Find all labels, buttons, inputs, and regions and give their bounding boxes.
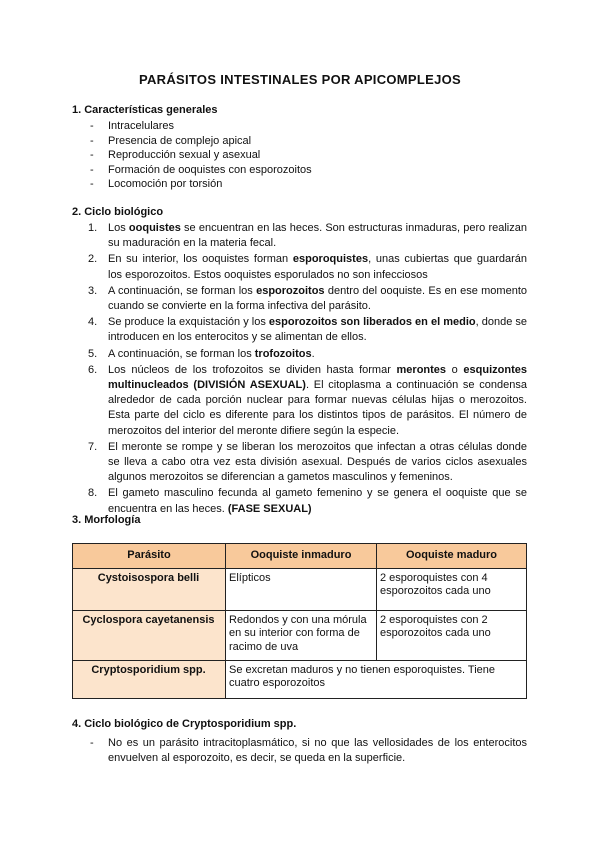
step-text: . <box>311 347 315 360</box>
cycle-step <box>88 221 527 251</box>
table-header-row <box>73 544 527 569</box>
document-title: PARÁSITOS INTESTINALES POR APICOMPLEJOS <box>138 72 462 87</box>
bold-term: trofozoitos <box>254 347 312 360</box>
step-text: Los <box>108 222 129 234</box>
cycle-step <box>88 252 527 282</box>
step-number: 1. <box>88 222 98 234</box>
column-header: Ooquiste maduro <box>377 544 527 569</box>
step-number: 2. <box>88 253 98 266</box>
step-text: dentro del ooquiste. Es en ese momento cuando se convierte en la forma infectiva del parásito. <box>108 284 527 313</box>
bold-term: ooquistes <box>128 222 181 234</box>
step-text: se encuentran en las heces. Son estructuras inmaduras, pero realizan su maduración en la materia fecal. <box>108 222 527 250</box>
step-number: 7. <box>88 440 98 453</box>
step-text: Los núcleos de los trofozoitos se dividen hasta formar <box>108 363 397 376</box>
list-item: - Intracelulares <box>88 119 312 134</box>
step-number: 4. <box>88 316 98 329</box>
table-row <box>73 568 527 610</box>
table-cell: Se excretan maduros y no tienen esporoquistes. Tiene cuatro esporozoitos <box>226 660 527 698</box>
bold-term: (FASE SEXUAL) <box>227 502 312 515</box>
cycle-step <box>88 363 527 439</box>
section-1-heading: 1. Características generales <box>72 104 218 116</box>
list-item: - Locomoción por torsión <box>88 177 312 192</box>
step-number: 8. <box>88 487 98 500</box>
characteristics-list <box>88 119 312 192</box>
step-text: A continuación, se forman los <box>108 347 255 360</box>
step-text: En su interior, los ooquistes forman <box>108 253 293 266</box>
bold-term: merontes <box>396 363 447 376</box>
table-cell: Redondos y con una mórula en su interior con forma de racimo de uva <box>226 610 377 660</box>
table-cell: Elípticos <box>226 568 377 610</box>
section-4-heading: 4. Ciclo biológico de Cryptosporidium spp. <box>72 718 297 730</box>
dash-bullet: - <box>90 737 94 749</box>
step-text: El meronte se rompe y se liberan los merozoitos que infectan a otras células donde se lleva a cabo otra vez esta división asexual. Después de varios ciclos asexuales algunos merozoitos se diferencian a gametos masculinos y femeninos. <box>108 440 527 484</box>
bold-term: esporoquistes <box>292 253 369 266</box>
table-cell: 2 esporoquistes con 4 esporozoitos cada uno <box>377 568 527 610</box>
bold-term: esporozoitos son liberados en el medio <box>268 316 476 329</box>
morphology-table <box>72 543 527 699</box>
parasite-cell: Cryptosporidium spp. <box>73 660 226 698</box>
column-header: Parásito <box>73 544 226 569</box>
step-number: 3. <box>88 284 98 297</box>
cycle-step <box>88 440 527 486</box>
table-row <box>73 610 527 660</box>
table-cell: 2 esporoquistes con 2 esporozoitos cada uno <box>377 610 527 660</box>
step-text: , unas cubiertas que guardarán los esporozoitos. Estos ooquistes esporulados no son infecciosos <box>108 253 527 281</box>
cycle-step <box>88 284 527 314</box>
step-text: o <box>446 363 464 376</box>
cycle-step <box>88 347 527 362</box>
section-3-heading: 3. Morfología <box>72 514 141 526</box>
list-item-text: No es un parásito intracitoplasmático, si no que las vellosidades de los enterocitos envuelven al esporozoito, es decir, se queda en la superficie. <box>108 737 527 764</box>
step-text: . El citoplasma a continuación se condensa alrededor de cada porción nuclear para formar nuevas células hijas o merozoitos. Esta parte del ciclo es diferente para los distintos tipos de parásitos. El número de merozoitos del interior del meronte difiere según la especie. <box>108 379 527 437</box>
cycle-list <box>88 221 527 518</box>
list-item: - Formación de ooquistes con esporozoitos <box>88 163 312 178</box>
table-row <box>73 660 527 698</box>
step-text: A continuación, se forman los <box>108 284 257 297</box>
parasite-cell: Cystoisospora belli <box>73 568 226 610</box>
step-text: , donde se introducen en los enterocitos y se alimentan de ellos. <box>108 316 527 344</box>
step-number: 5. <box>88 347 98 360</box>
bold-term: esporozoitos <box>256 284 325 297</box>
list-item: - Reproducción sexual y asexual <box>88 148 312 163</box>
column-header: Ooquiste inmaduro <box>226 544 377 569</box>
bold-term: esquizontes multinucleados (DIVISIÓN ASEXUAL) <box>108 363 527 392</box>
cycle-step <box>88 486 527 516</box>
step-number: 6. <box>88 363 98 376</box>
step-text: Se produce la exquistación y los <box>108 316 269 329</box>
list-item: - Presencia de complejo apical <box>88 134 312 149</box>
step-text: El gameto masculino fecunda al gameto femenino y se genera el ooquiste que se encuentra en las heces. <box>108 487 527 515</box>
list-item <box>88 736 527 766</box>
section-2-heading: 2. Ciclo biológico <box>72 206 164 218</box>
parasite-cell: Cyclospora cayetanensis <box>73 610 226 660</box>
cycle-step <box>88 315 527 345</box>
